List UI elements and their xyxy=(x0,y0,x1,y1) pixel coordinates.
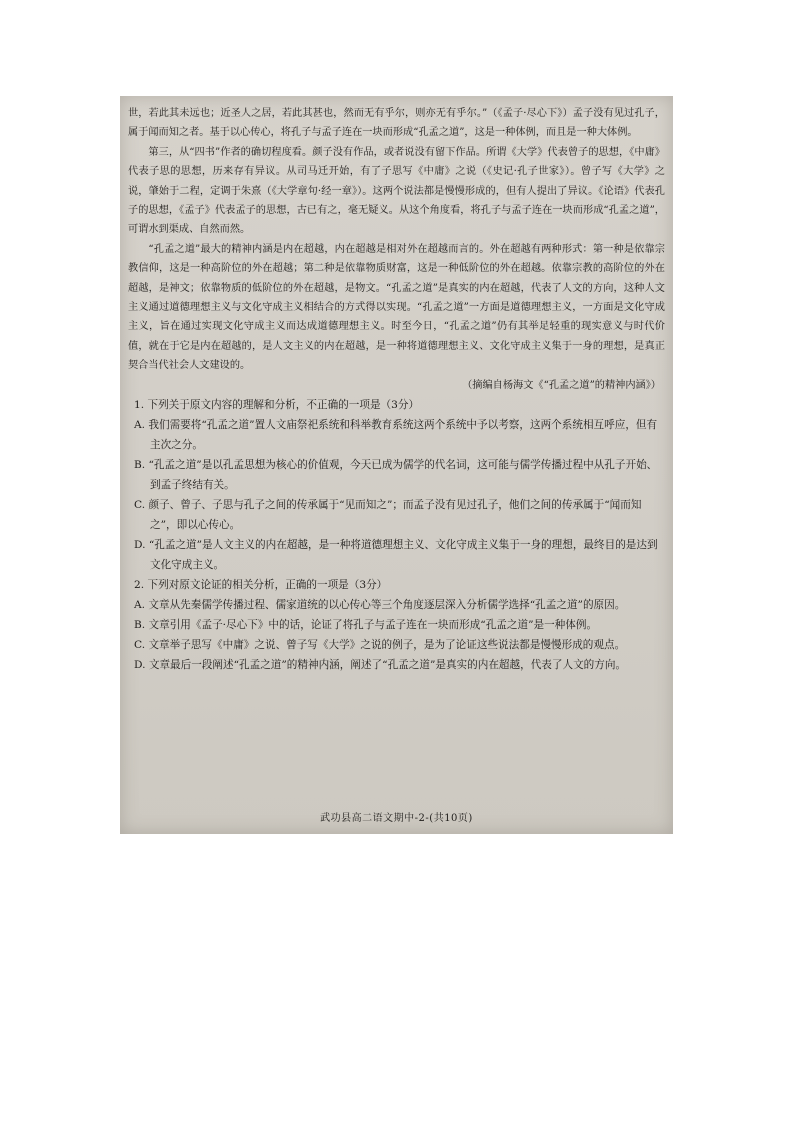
scanned-page-photo xyxy=(120,96,673,834)
passage-paragraph-1: 世，若此其未远也；近圣人之居，若此其甚也，然而无有乎尔，则亦无有乎尔。”（《孟子·尽心下》）孟子没有见过孔子，属于闻而知之者。基于以心传心，将孔子与孟子连在一块而形成“孔孟之道”，这是一种体例，而且是一种大体例。 xyxy=(128,108,665,139)
exam-page xyxy=(128,104,665,826)
question-1-option-b: B. “孔孟之道”是以孔孟思想为核心的价值观，今天已成为儒学的代名词，这可能与儒学传播过程中从孔子开始、到孟子终结有关。 xyxy=(134,459,658,492)
question-2-option-c: C. 文章举子思写《中庸》之说、曾子写《大学》之说的例子，是为了论证这些说法都是慢慢形成的观点。 xyxy=(134,639,626,652)
question-1-stem: 1. 下列关于原文内容的理解和分析，不正确的一项是（3分） xyxy=(134,399,420,412)
question-2-stem: 2. 下列对原文论证的相关分析，正确的一项是（3分） xyxy=(134,579,388,592)
question-1-option-a: A. 我们需要将“孔孟之道”置人文庙祭祀系统和科举教育系统这两个系统中予以考察，这两个系统相互呼应，但有主次之分。 xyxy=(134,419,658,452)
question-1-option-c: C. 颜子、曾子、子思与孔子之间的传承属于“见而知之”；而孟子没有见过孔子，他们之间的传承属于“闻而知之”，即以心传心。 xyxy=(134,499,642,532)
page-footer: 武功县高二语文期中-2-(共10页) xyxy=(320,813,473,824)
question-1-option-d: D. “孔孟之道”是人文主义的内在超越，是一种将道德理想主义、文化守成主义集于一身的理想，最终目的是达到文化守成主义。 xyxy=(134,539,658,572)
question-2 xyxy=(128,575,665,675)
passage-paragraph-3: “孔孟之道”最大的精神内涵是内在超越，内在超越是相对外在超越而言的。外在超越有两种形式：第一种是依靠宗教信仰，这是一种高阶位的外在超越；第二种是依靠物质财富，这是一种低阶位的外在超越。依靠宗教的高阶位的外在超越，是神文；依靠物质的低阶位的外在超越，是物文。“孔孟之道”是真实的内在超越，代表了人文的方向，这种人文主义通过道德理想主义与文化守成主义相结合的方式得以实现。“孔孟之道”一方面是道德理想主义，一方面是文化守成主义，旨在通过实现文化守成主义而达成道德理想主义。时至今日，“孔孟之道”仍有其举足轻重的现实意义与时代价值，就在于它是内在超越的，是人文主义的内在超越，是一种将道德理想主义、文化守成主义集于一身的理想，是真正契合当代社会人文建设的。 xyxy=(128,243,665,372)
question-2-option-d: D. 文章最后一段阐述“孔孟之道”的精神内涵，阐述了“孔孟之道”是真实的内在超越，代表了人文的方向。 xyxy=(134,659,627,672)
passage-source: （摘编自杨海文《“孔孟之道”的精神内涵》） xyxy=(462,379,661,391)
question-2-option-a: A. 文章从先秦儒学传播过程、儒家道统的以心传心等三个角度逐层深入分析儒学选择“孔孟之道”的原因。 xyxy=(134,599,626,612)
question-1 xyxy=(128,395,665,575)
question-2-option-b: B. 文章引用《孟子·尽心下》中的话，论证了将孔子与孟子连在一块而形成“孔孟之道”是一种体例。 xyxy=(134,619,598,632)
passage-paragraph-2: 第三，从“四书”作者的确切程度看。颜子没有作品，或者说没有留下作品。所谓《大学》代表曾子的思想，《中庸》代表子思的思想，历来存有异议。从司马迁开始，有了子思写《中庸》之说（《史记·孔子世家》）。曾子写《大学》之说，肇始于二程，定调于朱熹（《大学章句·经一章》）。这两个说法都是慢慢形成的，但有人提出了异议。《论语》代表孔子的思想，《孟子》代表孟子的思想，古已有之，毫无疑义。从这个角度看，将孔子与孟子连在一块而形成“孔孟之道”，可谓水到渠成、自然而然。 xyxy=(128,146,665,236)
